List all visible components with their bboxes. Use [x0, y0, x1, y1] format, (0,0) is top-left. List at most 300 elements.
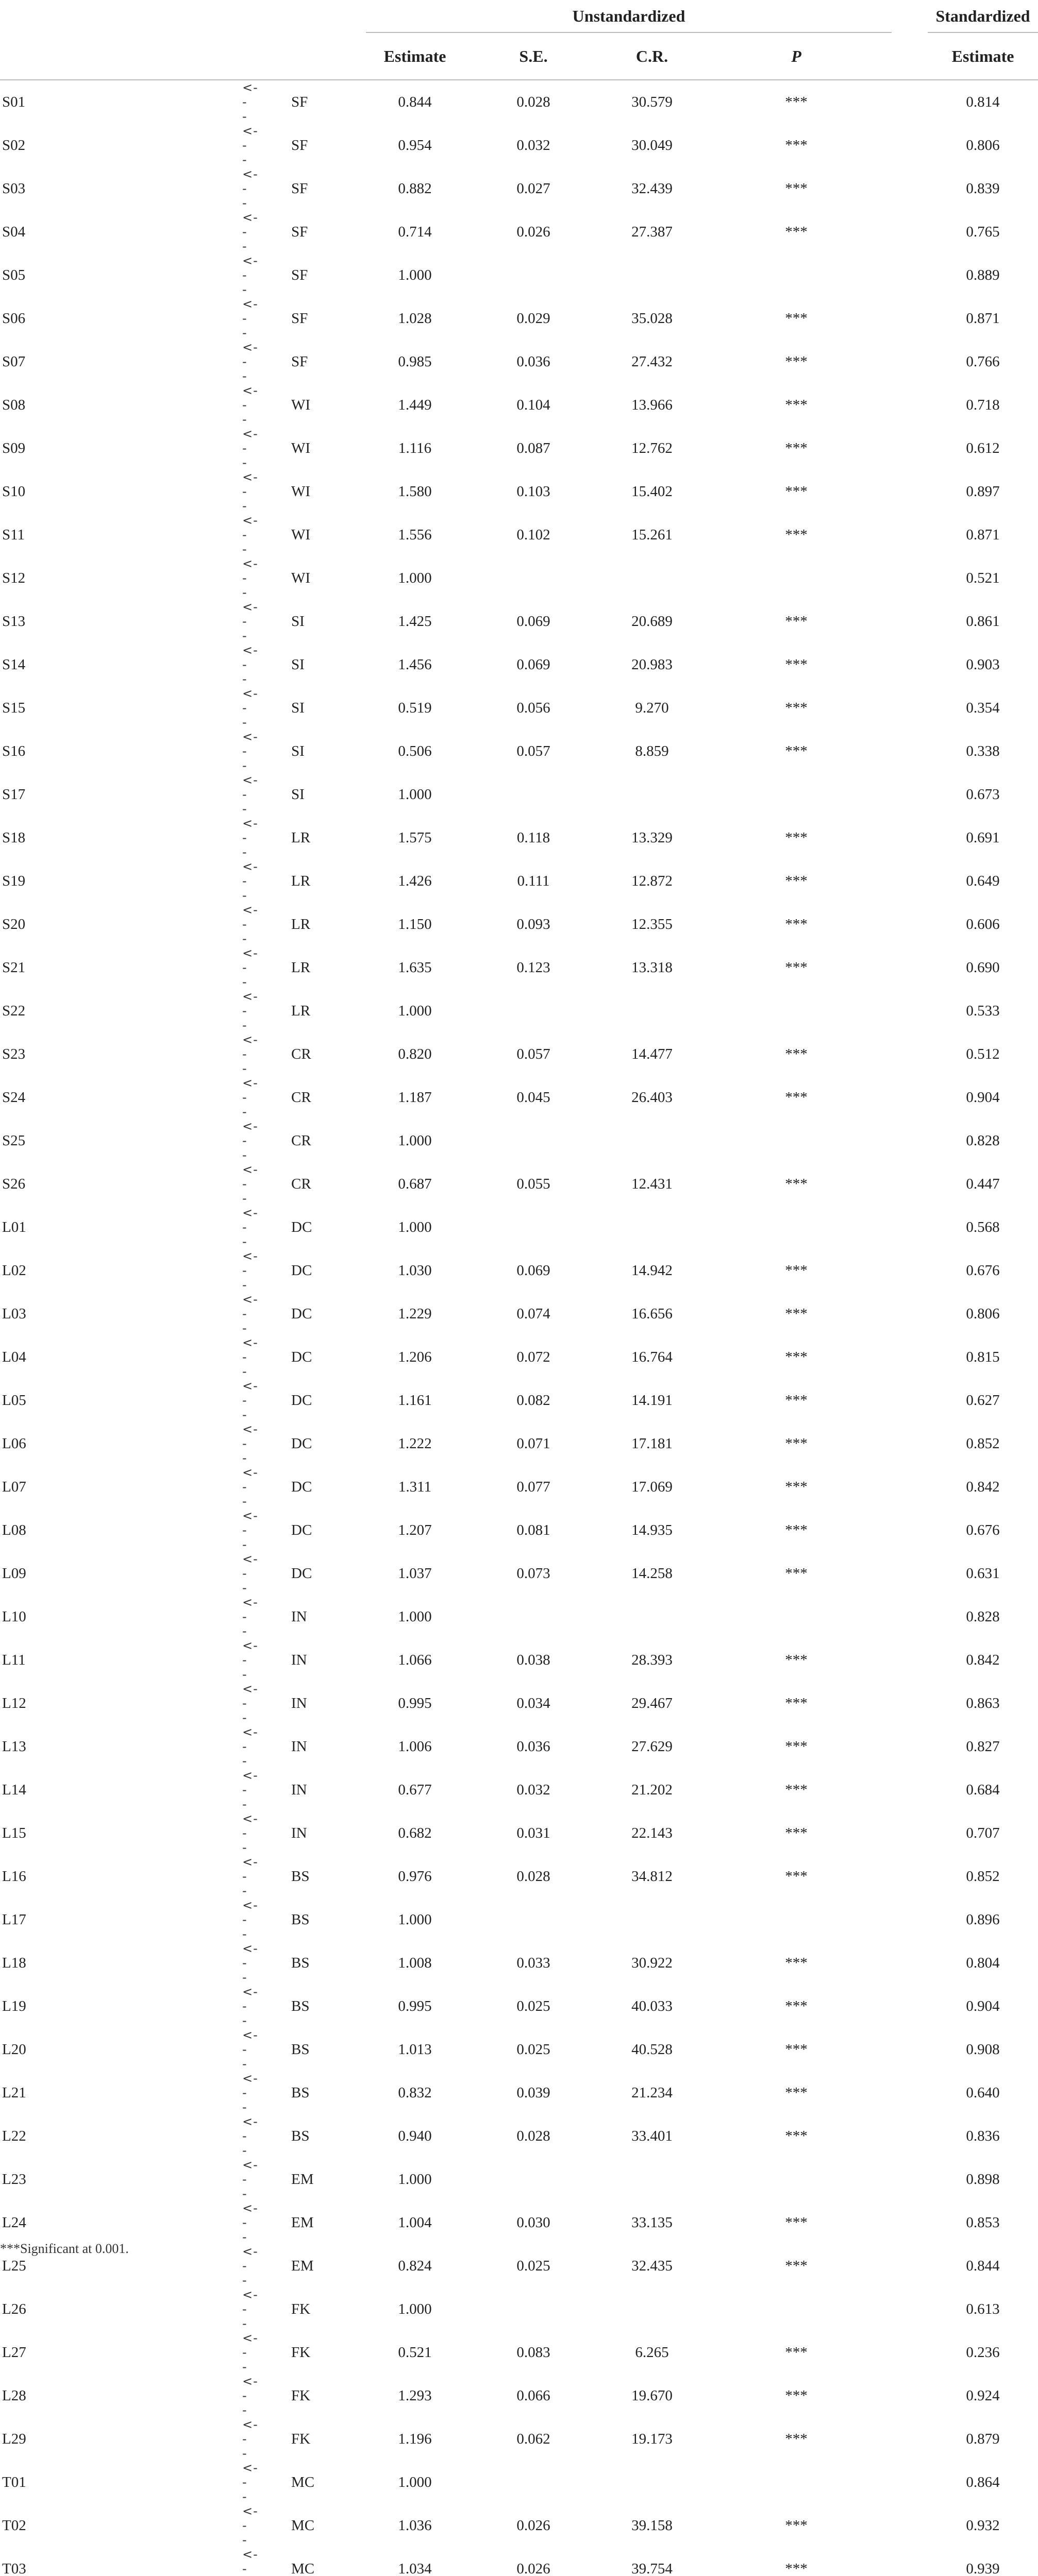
- cell-cr: 30.049: [631, 137, 673, 154]
- cell-arrow: <- - -: [242, 1682, 258, 1725]
- cell-std-estimate: 0.606: [966, 916, 1000, 933]
- cell-arrow: <- - -: [242, 1119, 258, 1162]
- cell-std-estimate: 0.684: [966, 1781, 1000, 1798]
- cell-gap: [892, 1379, 928, 1422]
- table-row: [0, 2201, 1038, 2244]
- cell-se: 0.025: [516, 1997, 550, 2014]
- cell-arrow: <- -: [242, 2547, 258, 2576]
- table-row: [0, 167, 1038, 210]
- cell-cr: [603, 1898, 701, 1941]
- cell-observed: S16: [2, 742, 26, 759]
- cell-arrow: <- - -: [242, 946, 258, 989]
- cell-observed: L26: [2, 2300, 26, 2317]
- cell-estimate: 1.000: [398, 266, 432, 283]
- cell-gap: [892, 859, 928, 903]
- cell-std-estimate: 0.676: [966, 1521, 1000, 1538]
- cell-se: 0.093: [516, 916, 550, 933]
- table-row: [0, 2547, 1038, 2576]
- cell-std-estimate: 0.814: [966, 93, 1000, 110]
- cell-p: ***: [785, 959, 808, 976]
- cell-arrow: <- - -: [242, 1595, 258, 1638]
- cell-se: 0.039: [516, 2084, 550, 2101]
- cell-estimate: 0.882: [398, 180, 432, 197]
- cell-p: ***: [785, 2127, 808, 2144]
- cell-arrow: <- - -: [242, 1811, 258, 1855]
- table-row: [0, 1768, 1038, 1811]
- cell-se: [464, 556, 603, 600]
- cell-cr: 16.656: [631, 1305, 673, 1322]
- cell-cr: 15.402: [631, 483, 673, 500]
- cell-gap: [892, 1811, 928, 1855]
- cell-latent: WI: [291, 526, 311, 543]
- cell-cr: 27.387: [631, 223, 673, 240]
- cell-observed: L07: [2, 1478, 26, 1495]
- cell-std-estimate: 0.852: [966, 1868, 1000, 1885]
- cell-cr: 17.181: [631, 1435, 673, 1452]
- cell-observed: L09: [2, 1565, 26, 1582]
- cell-gap: [892, 1898, 928, 1941]
- cell-se: 0.072: [516, 1348, 550, 1365]
- cell-latent: DC: [291, 1348, 312, 1365]
- cell-std-estimate: 0.806: [966, 1305, 1000, 1322]
- cell-estimate: 1.000: [398, 1218, 432, 1235]
- table-row: [0, 1206, 1038, 1249]
- cell-observed: S15: [2, 699, 26, 716]
- cell-p: ***: [785, 1781, 808, 1798]
- cell-latent: SF: [291, 310, 308, 327]
- cell-latent: IN: [291, 1824, 307, 1841]
- cell-gap: [892, 2547, 928, 2576]
- cell-se: [464, 1898, 603, 1941]
- cell-std-estimate: 0.236: [966, 2344, 1000, 2361]
- cell-arrow: <- - -: [242, 2244, 258, 2287]
- cell-latent: SI: [291, 613, 305, 630]
- cell-p: ***: [785, 1521, 808, 1538]
- cell-std-estimate: 0.897: [966, 483, 1000, 500]
- cell-p: ***: [785, 1305, 808, 1322]
- table-row: [0, 124, 1038, 167]
- cell-cr: 39.158: [631, 2517, 673, 2534]
- table-row: [0, 816, 1038, 859]
- cell-p: [701, 2287, 892, 2331]
- cell-arrow: <- - -: [242, 903, 258, 946]
- cell-latent: EM: [291, 2257, 314, 2274]
- cell-se: 0.045: [516, 1089, 550, 1106]
- cell-se: 0.057: [516, 742, 550, 759]
- cell-observed: S22: [2, 1002, 26, 1019]
- cell-estimate: 0.985: [398, 353, 432, 370]
- cell-p: ***: [785, 1175, 808, 1192]
- cell-observed: S24: [2, 1089, 26, 1106]
- cell-latent: CR: [291, 1045, 311, 1062]
- cell-std-estimate: 0.828: [966, 1132, 1000, 1149]
- cell-cr: [603, 253, 701, 297]
- table-row: [0, 2028, 1038, 2071]
- cell-gap: [892, 340, 928, 383]
- cell-cr: 33.135: [631, 2214, 673, 2231]
- cell-gap: [892, 1465, 928, 1509]
- cell-latent: SF: [291, 93, 308, 110]
- cell-arrow: <- - -: [242, 1032, 258, 1076]
- cell-latent: SI: [291, 742, 305, 759]
- cell-estimate: 1.449: [398, 396, 432, 413]
- cell-gap: [892, 2331, 928, 2374]
- cell-estimate: 1.006: [398, 1738, 432, 1755]
- cell-arrow: <- - -: [242, 2374, 258, 2417]
- cell-std-estimate: 0.939: [966, 2560, 1000, 2576]
- cell-p: ***: [785, 439, 808, 456]
- table-row: [0, 1379, 1038, 1422]
- cell-arrow: <- - -: [242, 1292, 258, 1335]
- cell-std-estimate: 0.690: [966, 959, 1000, 976]
- table-row: [0, 1941, 1038, 1985]
- cell-se: 0.029: [516, 310, 550, 327]
- table-row: [0, 513, 1038, 556]
- cell-estimate: 1.150: [398, 916, 432, 933]
- cell-observed: S21: [2, 959, 26, 976]
- cell-arrow: <- - -: [242, 1941, 258, 1985]
- cell-latent: LR: [291, 829, 311, 846]
- cell-se: 0.103: [516, 483, 550, 500]
- cell-latent: IN: [291, 1651, 307, 1668]
- cell-std-estimate: 0.631: [966, 1565, 1000, 1582]
- cell-std-estimate: 0.908: [966, 2041, 1000, 2058]
- cell-estimate: 1.196: [398, 2430, 432, 2447]
- cell-cr: 12.872: [631, 872, 673, 889]
- table-row: [0, 1509, 1038, 1552]
- cell-observed: S04: [2, 223, 26, 240]
- cell-observed: L14: [2, 1781, 26, 1798]
- cell-std-estimate: 0.521: [966, 569, 1000, 586]
- cell-arrow: <- - -: [242, 167, 258, 210]
- table-row: [0, 383, 1038, 427]
- table-row: [0, 2114, 1038, 2158]
- cell-cr: 26.403: [631, 1089, 673, 1106]
- table-row: [0, 427, 1038, 470]
- cell-se: 0.069: [516, 1262, 550, 1279]
- cell-arrow: <- - -: [242, 1509, 258, 1552]
- cell-latent: LR: [291, 959, 311, 976]
- cell-std-estimate: 0.842: [966, 1478, 1000, 1495]
- cell-cr: [603, 556, 701, 600]
- cell-std-estimate: 0.839: [966, 180, 1000, 197]
- cell-cr: 17.069: [631, 1478, 673, 1495]
- cell-p: ***: [785, 1478, 808, 1495]
- cell-cr: 33.401: [631, 2127, 673, 2144]
- cell-se: [464, 989, 603, 1032]
- cell-cr: [603, 773, 701, 816]
- cell-cr: 13.329: [631, 829, 673, 846]
- cell-gap: [892, 1552, 928, 1595]
- cell-estimate: 1.028: [398, 310, 432, 327]
- cell-arrow: <- - -: [242, 2028, 258, 2071]
- cell-se: [464, 2461, 603, 2504]
- cell-latent: DC: [291, 1262, 312, 1279]
- cell-p: ***: [785, 1868, 808, 1885]
- cell-arrow: <- - -: [242, 1768, 258, 1811]
- cell-gap: [892, 2201, 928, 2244]
- cell-observed: L16: [2, 1868, 26, 1885]
- cell-estimate: 1.426: [398, 872, 432, 889]
- cell-gap: [892, 1335, 928, 1379]
- cell-se: 0.025: [516, 2257, 550, 2274]
- table-row: [0, 1855, 1038, 1898]
- cell-gap: [892, 2374, 928, 2417]
- cell-latent: IN: [291, 1694, 307, 1711]
- table-row: [0, 1811, 1038, 1855]
- cell-arrow: <- - -: [242, 730, 258, 773]
- cell-se: 0.074: [516, 1305, 550, 1322]
- cell-se: 0.104: [516, 396, 550, 413]
- cell-observed: S09: [2, 439, 26, 456]
- cell-se: 0.038: [516, 1651, 550, 1668]
- cell-arrow: <- - -: [242, 383, 258, 427]
- cell-arrow: <- - -: [242, 80, 258, 124]
- col-estimate: Estimate: [366, 32, 464, 80]
- cell-latent: IN: [291, 1781, 307, 1798]
- cell-gap: [892, 2504, 928, 2547]
- cell-se: 0.032: [516, 1781, 550, 1798]
- cell-p: ***: [785, 1997, 808, 2014]
- cell-gap: [892, 210, 928, 253]
- cell-arrow: <- - -: [242, 253, 258, 297]
- cell-observed: S23: [2, 1045, 26, 1062]
- cell-observed: S11: [2, 526, 25, 543]
- cell-gap: [892, 2417, 928, 2461]
- cell-arrow: <- - -: [242, 1335, 258, 1379]
- cell-gap: [892, 167, 928, 210]
- cell-gap: [892, 80, 928, 124]
- cell-estimate: 0.976: [398, 1868, 432, 1885]
- cell-std-estimate: 0.354: [966, 699, 1000, 716]
- cell-arrow: <- - -: [242, 773, 258, 816]
- cell-observed: L01: [2, 1218, 26, 1235]
- cell-estimate: 1.008: [398, 1954, 432, 1971]
- table-row: [0, 989, 1038, 1032]
- cell-se: 0.069: [516, 656, 550, 673]
- cell-cr: [603, 1206, 701, 1249]
- cell-latent: WI: [291, 396, 311, 413]
- cell-arrow: <- - -: [242, 989, 258, 1032]
- cell-estimate: 0.940: [398, 2127, 432, 2144]
- cell-observed: S26: [2, 1175, 26, 1192]
- table-row: [0, 1032, 1038, 1076]
- cell-p: ***: [785, 872, 808, 889]
- cell-se: 0.032: [516, 137, 550, 154]
- cell-cr: 8.859: [635, 742, 669, 759]
- cell-se: [464, 1595, 603, 1638]
- cell-estimate: 1.222: [398, 1435, 432, 1452]
- cell-p: ***: [785, 1045, 808, 1062]
- cell-se: 0.034: [516, 1694, 550, 1711]
- cell-observed: T02: [2, 2517, 26, 2534]
- cell-observed: L12: [2, 1694, 26, 1711]
- cell-latent: BS: [291, 1911, 310, 1928]
- cell-gap: [892, 253, 928, 297]
- cell-gap: [892, 946, 928, 989]
- cell-se: 0.083: [516, 2344, 550, 2361]
- table-row: [0, 2287, 1038, 2331]
- cell-cr: 32.435: [631, 2257, 673, 2274]
- cell-observed: L17: [2, 1911, 26, 1928]
- cell-observed: S01: [2, 93, 26, 110]
- cell-estimate: 1.034: [398, 2560, 432, 2576]
- table-row: [0, 1076, 1038, 1119]
- cell-std-estimate: 0.864: [966, 2473, 1000, 2490]
- cell-gap: [892, 1941, 928, 1985]
- cell-latent: WI: [291, 569, 311, 586]
- cell-p: ***: [785, 2430, 808, 2447]
- table-row: [0, 1638, 1038, 1682]
- cell-cr: [603, 1119, 701, 1162]
- cell-p: [701, 773, 892, 816]
- table-row: [0, 1682, 1038, 1725]
- cell-gap: [892, 1638, 928, 1682]
- cell-std-estimate: 0.707: [966, 1824, 1000, 1841]
- cell-observed: S03: [2, 180, 26, 197]
- cell-estimate: 0.824: [398, 2257, 432, 2274]
- cell-cr: 15.261: [631, 526, 673, 543]
- cell-latent: SF: [291, 353, 308, 370]
- cell-se: 0.036: [516, 1738, 550, 1755]
- cell-arrow: <- - -: [242, 1249, 258, 1292]
- cell-std-estimate: 0.673: [966, 786, 1000, 803]
- cell-std-estimate: 0.827: [966, 1738, 1000, 1755]
- cell-se: 0.057: [516, 1045, 550, 1062]
- cell-se: 0.123: [516, 959, 550, 976]
- cell-estimate: 1.580: [398, 483, 432, 500]
- cell-p: ***: [785, 829, 808, 846]
- cell-std-estimate: 0.853: [966, 2214, 1000, 2231]
- cell-observed: S07: [2, 353, 26, 370]
- cell-p: [701, 1595, 892, 1638]
- cell-cr: [603, 1595, 701, 1638]
- cell-cr: 40.528: [631, 2041, 673, 2058]
- cell-latent: DC: [291, 1435, 312, 1452]
- cell-latent: DC: [291, 1392, 312, 1409]
- cell-cr: 16.764: [631, 1348, 673, 1365]
- cell-estimate: 0.521: [398, 2344, 432, 2361]
- cell-std-estimate: 0.889: [966, 266, 1000, 283]
- cell-gap: [892, 2114, 928, 2158]
- cell-se: 0.055: [516, 1175, 550, 1192]
- cell-se: 0.118: [516, 829, 550, 846]
- cell-gap: [892, 1292, 928, 1335]
- cell-cr: [603, 2158, 701, 2201]
- cell-estimate: 1.635: [398, 959, 432, 976]
- cell-estimate: 1.030: [398, 1262, 432, 1279]
- cell-std-estimate: 0.815: [966, 1348, 1000, 1365]
- cell-arrow: <- - -: [242, 1985, 258, 2028]
- cell-se: 0.102: [516, 526, 550, 543]
- cell-se: [464, 2158, 603, 2201]
- cell-estimate: 1.229: [398, 1305, 432, 1322]
- cell-std-estimate: 0.338: [966, 742, 1000, 759]
- cell-estimate: 1.000: [398, 2473, 432, 2490]
- cell-latent: BS: [291, 2041, 310, 2058]
- cell-estimate: 1.311: [398, 1478, 432, 1495]
- cell-se: 0.026: [516, 2560, 550, 2576]
- cell-se: 0.062: [516, 2430, 550, 2447]
- cell-arrow: <- - -: [242, 686, 258, 730]
- cell-std-estimate: 0.613: [966, 2300, 1000, 2317]
- cell-se: 0.081: [516, 1521, 550, 1538]
- table-row: [0, 2331, 1038, 2374]
- cell-estimate: 0.995: [398, 1997, 432, 2014]
- cell-se: 0.036: [516, 353, 550, 370]
- cell-p: ***: [785, 1824, 808, 1841]
- cell-estimate: 0.687: [398, 1175, 432, 1192]
- cell-estimate: 0.844: [398, 93, 432, 110]
- cell-latent: SF: [291, 137, 308, 154]
- cell-p: ***: [785, 613, 808, 630]
- cell-gap: [892, 1509, 928, 1552]
- table-row: [0, 297, 1038, 340]
- cell-p: ***: [785, 353, 808, 370]
- table-row: [0, 80, 1038, 124]
- table-row: [0, 340, 1038, 383]
- cell-se: 0.111: [517, 872, 550, 889]
- cell-observed: S13: [2, 613, 26, 630]
- cell-cr: 14.935: [631, 1521, 673, 1538]
- table-row: [0, 253, 1038, 297]
- cell-p: ***: [785, 483, 808, 500]
- cell-estimate: 0.677: [398, 1781, 432, 1798]
- cell-estimate: 1.556: [398, 526, 432, 543]
- cell-p: ***: [785, 137, 808, 154]
- cell-estimate: 1.000: [398, 1911, 432, 1928]
- cell-gap: [892, 1595, 928, 1638]
- cell-p: ***: [785, 1694, 808, 1711]
- cell-latent: LR: [291, 872, 311, 889]
- cell-estimate: 1.187: [398, 1089, 432, 1106]
- cell-latent: SF: [291, 223, 308, 240]
- cell-gap: [892, 383, 928, 427]
- cell-estimate: 1.000: [398, 2300, 432, 2317]
- cell-arrow: <- - -: [242, 2417, 258, 2461]
- cell-std-estimate: 0.828: [966, 1608, 1000, 1625]
- cell-cr: 39.754: [631, 2560, 673, 2576]
- cell-gap: [892, 600, 928, 643]
- cell-gap: [892, 2287, 928, 2331]
- table-body: [0, 80, 1038, 2576]
- cell-p: [701, 989, 892, 1032]
- cell-se: 0.026: [516, 223, 550, 240]
- cell-arrow: <- - -: [242, 1725, 258, 1768]
- cell-observed: T01: [2, 2473, 26, 2490]
- cell-latent: CR: [291, 1132, 311, 1149]
- cell-observed: S19: [2, 872, 26, 889]
- table-row: [0, 2374, 1038, 2417]
- cell-std-estimate: 0.806: [966, 137, 1000, 154]
- cell-observed: S14: [2, 656, 26, 673]
- cell-std-estimate: 0.896: [966, 1911, 1000, 1928]
- cell-latent: WI: [291, 483, 311, 500]
- cell-p: ***: [785, 396, 808, 413]
- cell-estimate: 1.206: [398, 1348, 432, 1365]
- cell-observed: L15: [2, 1824, 26, 1841]
- cell-gap: [892, 2028, 928, 2071]
- cell-se: 0.027: [516, 180, 550, 197]
- cell-se: 0.071: [516, 1435, 550, 1452]
- cell-se: 0.033: [516, 1954, 550, 1971]
- cell-gap: [892, 470, 928, 513]
- cell-cr: 6.265: [635, 2344, 669, 2361]
- cell-cr: 20.983: [631, 656, 673, 673]
- cell-observed: L03: [2, 1305, 26, 1322]
- cell-observed: L02: [2, 1262, 26, 1279]
- table-row: [0, 1465, 1038, 1509]
